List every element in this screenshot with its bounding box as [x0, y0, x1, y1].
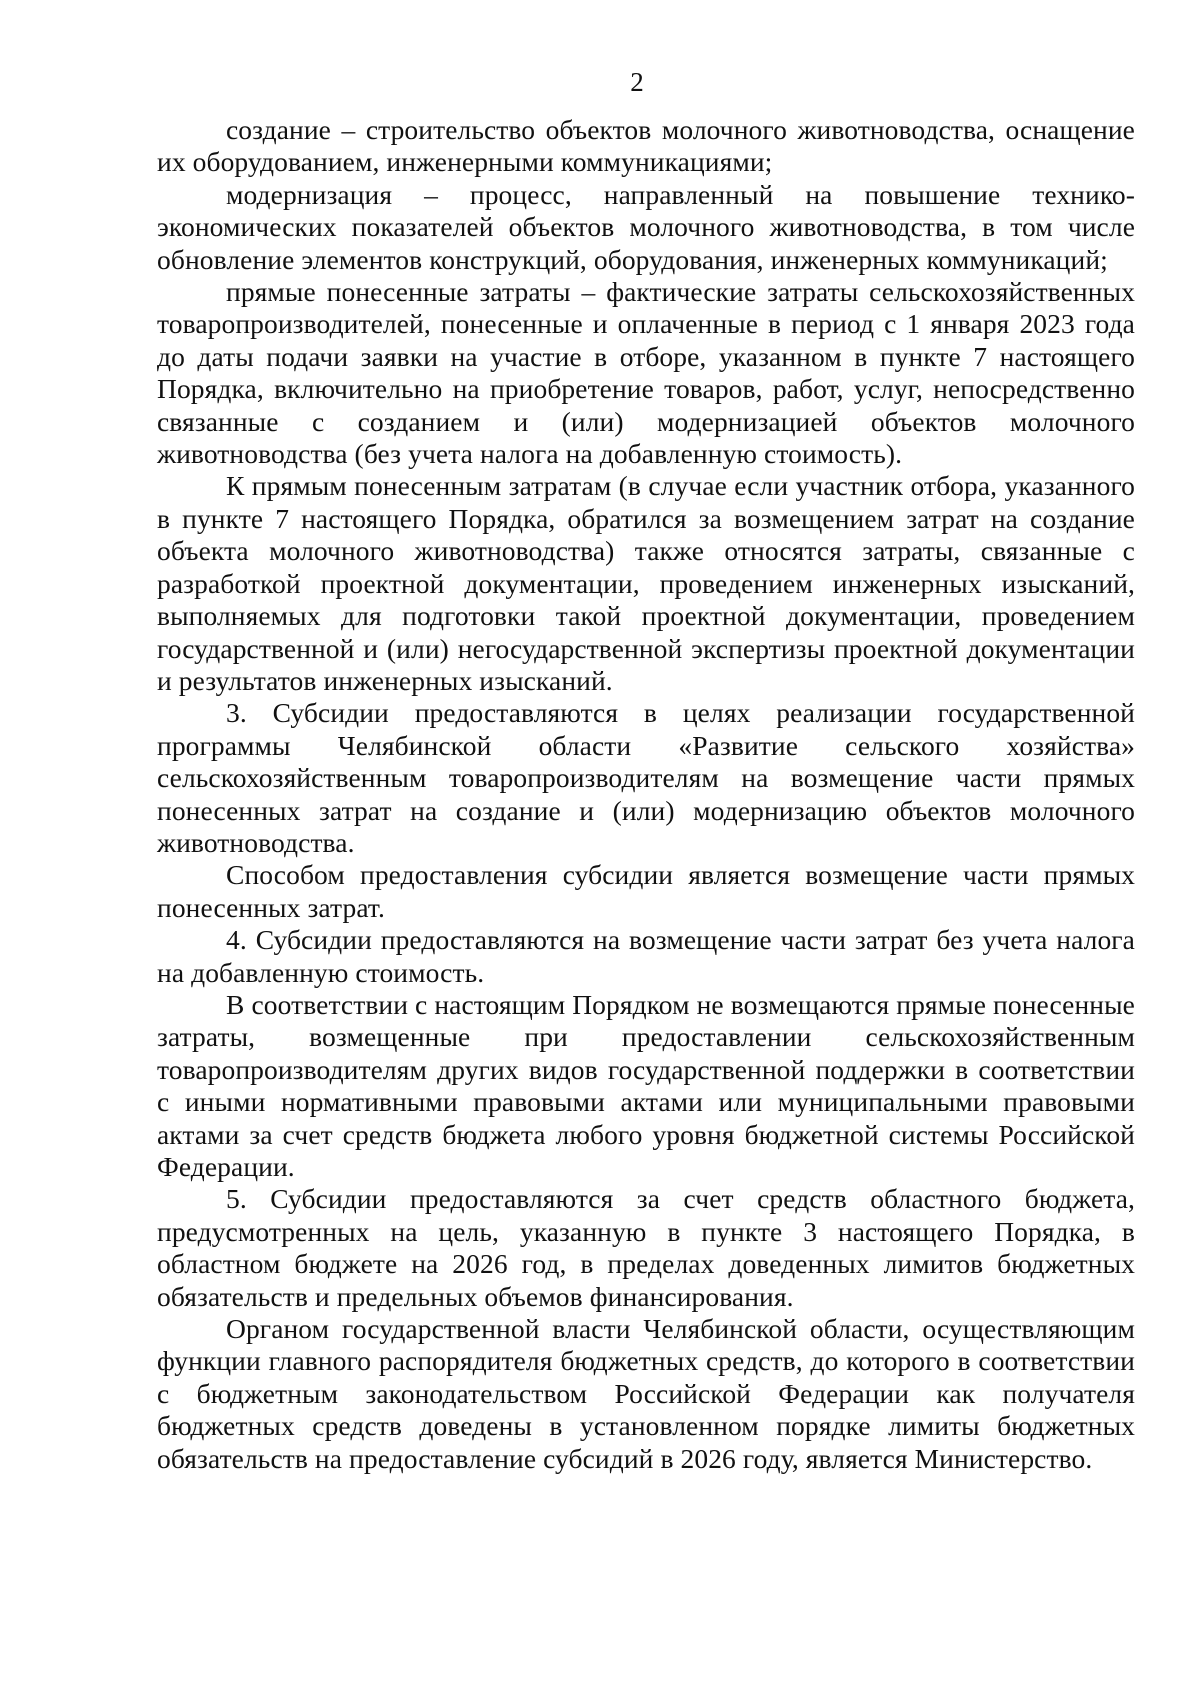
paragraph-modernization-definition: модернизация – процесс, направленный на повышение технико-экономических показателей объектов молочного животноводства, в том числе обновление элементов конструкций, оборудования, инженерных коммуникаций;: [157, 178, 1135, 275]
page-number: 2: [630, 67, 644, 97]
paragraph-government-body: Органом государственной власти Челябинской области, осуществляющим функции главного распорядителя бюджетных средств, до которого в соответствии с бюджетным законодательством Российской Федерации как получателя бюджетных средств доведены в установленном порядке лимиты бюджетных обязательств на предоставление субсидий в 2026 году, является Министерство.: [157, 1313, 1135, 1474]
paragraph-creation-definition: создание – строительство объектов молочного животноводства, оснащение их оборудованием, инженерными коммуникациями;: [157, 114, 1135, 178]
paragraph-section-5: 5. Субсидии предоставляются за счет средств областного бюджета, предусмотренных на цель, указанную в пункте 3 настоящего Порядка, в областном бюджете на 2026 год, в пределах доведенных лимитов бюджетных обязательств и предельных объемов финансирования.: [157, 1183, 1135, 1312]
paragraph-section-4: 4. Субсидии предоставляются на возмещение части затрат без учета налога на добавленную стоимость.: [157, 924, 1135, 988]
paragraph-subsidy-method: Способом предоставления субсидии является возмещение части прямых понесенных затрат.: [157, 859, 1135, 923]
paragraph-non-reimbursed-costs: В соответствии с настоящим Порядком не возмещаются прямые понесенные затраты, возмещенные при предоставлении сельскохозяйственным товаропроизводителям других видов государственной поддержки в соответствии с иными нормативными правовыми актами или муниципальными правовыми актами за счет средств бюджета любого уровня бюджетной системы Российской Федерации.: [157, 988, 1135, 1182]
paragraph-direct-costs-definition: прямые понесенные затраты – фактические затраты сельскохозяйственных товаропроизводителей, понесенные и оплаченные в период с 1 января 2023 года до даты подачи заявки на участие в отборе, указанном в пункте 7 настоящего Порядка, включительно на приобретение товаров, работ, услуг, непосредственно связанные с созданием и (или) модернизацией объектов молочного животноводства (без учета налога на добавленную стоимость).: [157, 276, 1135, 470]
paragraph-section-3: 3. Субсидии предоставляются в целях реализации государственной программы Челябинской области «Развитие сельского хозяйства» сельскохозяйственным товаропроизводителям на возмещение части прямых понесенных затрат на создание и (или) модернизацию объектов молочного животноводства.: [157, 697, 1135, 858]
document-body: [157, 114, 1135, 1475]
paragraph-direct-costs-additional: К прямым понесенным затратам (в случае если участник отбора, указанного в пункте 7 настоящего Порядка, обратился за возмещением затрат на создание объекта молочного животноводства) также относятся затраты, связанные с разработкой проектной документации, проведением инженерных изысканий, выполняемых для подготовки такой проектной документации, проведением государственной и (или) негосударственной экспертизы проектной документации и результатов инженерных изысканий.: [157, 470, 1135, 696]
